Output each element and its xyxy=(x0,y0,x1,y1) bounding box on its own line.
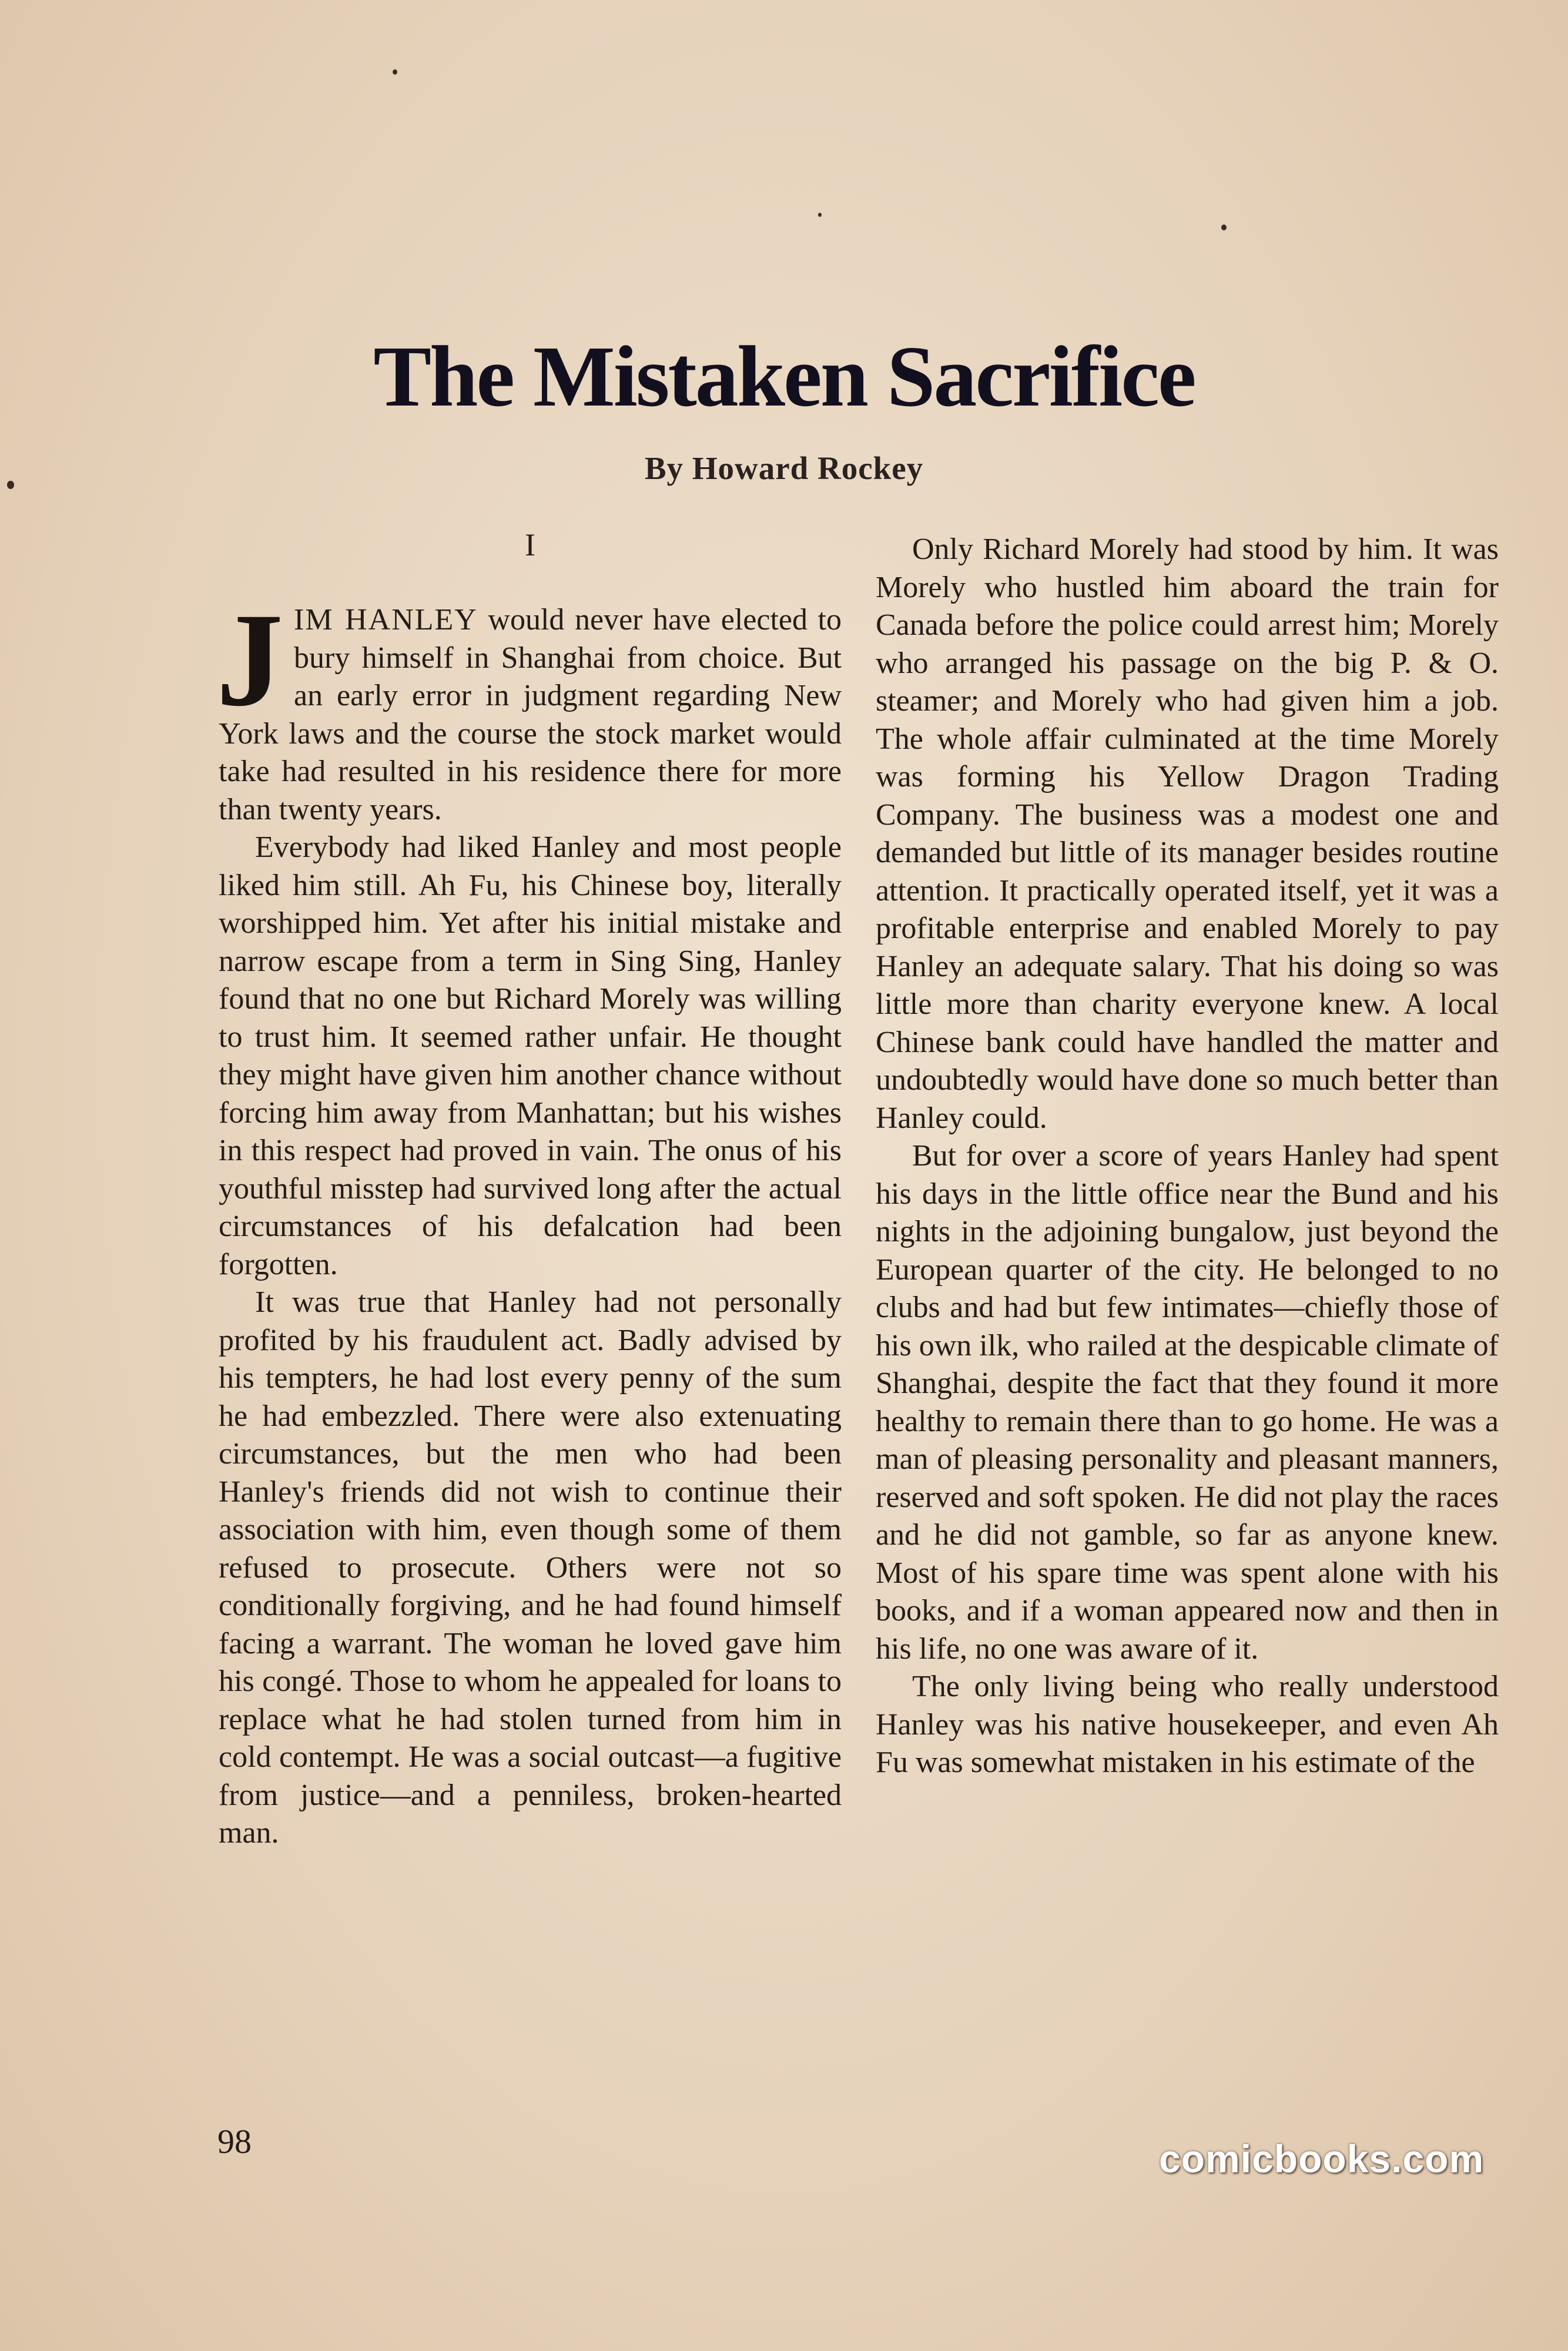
lead-caps: IM HANLEY xyxy=(294,603,478,637)
watermark-logo: comicbooks.com xyxy=(1159,2137,1485,2181)
paragraph: But for over a score of years Hanley had spent his days in the little office near the Bund and his nights in the adjoining bungalow, just beyond the European quarter of the city. He belonged to no clubs and had but few intimates—chiefly those of his own ilk, who railed at the despicable climate of Shanghai, despite the fact that they found it more healthy to remain there than to go home. He was a man of pleasing personality and pleasant manners, reserved and soft spoken. He did not play the races and he did not gamble, so far as anyone knew. Most of his spare time was spent alone with his books, and if a woman appeared now and then in his life, no one was aware of it. xyxy=(876,1139,1499,1666)
byline: By Howard Rockey xyxy=(644,450,924,486)
paper-speck xyxy=(7,481,14,489)
opening-paragraph xyxy=(216,586,842,829)
section-number: I xyxy=(525,527,535,562)
paper-speck xyxy=(818,213,822,217)
page-number: 98 xyxy=(217,2122,252,2161)
paper-speck xyxy=(1221,225,1227,230)
paragraph: Everybody had liked Hanley and most people liked him still. Ah Fu, his Chinese boy, literally worshipped him. Yet after his initial mistake and narrow escape from a term in Sing Sing, Hanley found that no one but Richard Morely was willing to trust him. It seemed rather unfair. He thought they might have given him another chance without forcing him away from Manhattan; but his wishes in this respect had proved in vain. The onus of his youthful misstep had survived long after the actual circumstances of his defalcation had been forgotten. xyxy=(219,830,842,1281)
left-column xyxy=(216,526,842,1853)
paper-speck xyxy=(393,69,397,75)
story-title: The Mistaken Sacrifice xyxy=(373,329,1195,425)
drop-cap: J xyxy=(216,586,283,734)
right-column xyxy=(876,531,1499,1782)
paragraph: Only Richard Morely had stood by him. It was Morely who hustled him aboard the train for Canada before the police could arrest him; Morely who arranged his passage on the big P. & O. steamer; and Morely who had given him a job. The whole affair culminated at the time Morely was forming his Yellow Dragon Trading Company. The business was a modest one and demanded but little of its manager besides routine attention. It practically operated itself, yet it was a profitable enterprise and enabled Morely to pay Hanley an adequate salary. That his doing so was little more than charity everyone knew. A local Chinese bank could have handled the matter and undoubtedly would have done so much better than Hanley could. xyxy=(876,533,1499,1135)
paragraph: It was true that Hanley had not personally profited by his fraudulent act. Badly advised by his tempters, he had lost every penny of the sum he had embezzled. There were also extenuating circumstances, but the men who had been Hanley's friends did not wish to continue their association with him, even though some of them refused to prosecute. Others were not so conditionally forgiving, and he had found himself facing a warrant. The woman he loved gave him his congé. Those to whom he appealed for loans to replace what he had stolen turned from him in cold contempt. He was a social outcast—a fugitive from justice—and a penniless, broken-hearted man. xyxy=(219,1285,842,1850)
paragraph: The only living being who really understood Hanley was his native housekeeper, and even Ah Fu was somewhat mistaken in his estimate of the xyxy=(876,1670,1499,1779)
opening-paragraph-text: would never have elected to bury himself in Shanghai from choice. But an early error in judgment regarding New York laws and the course the stock market would take had resulted in his residence there for more than twenty years. xyxy=(219,603,842,826)
